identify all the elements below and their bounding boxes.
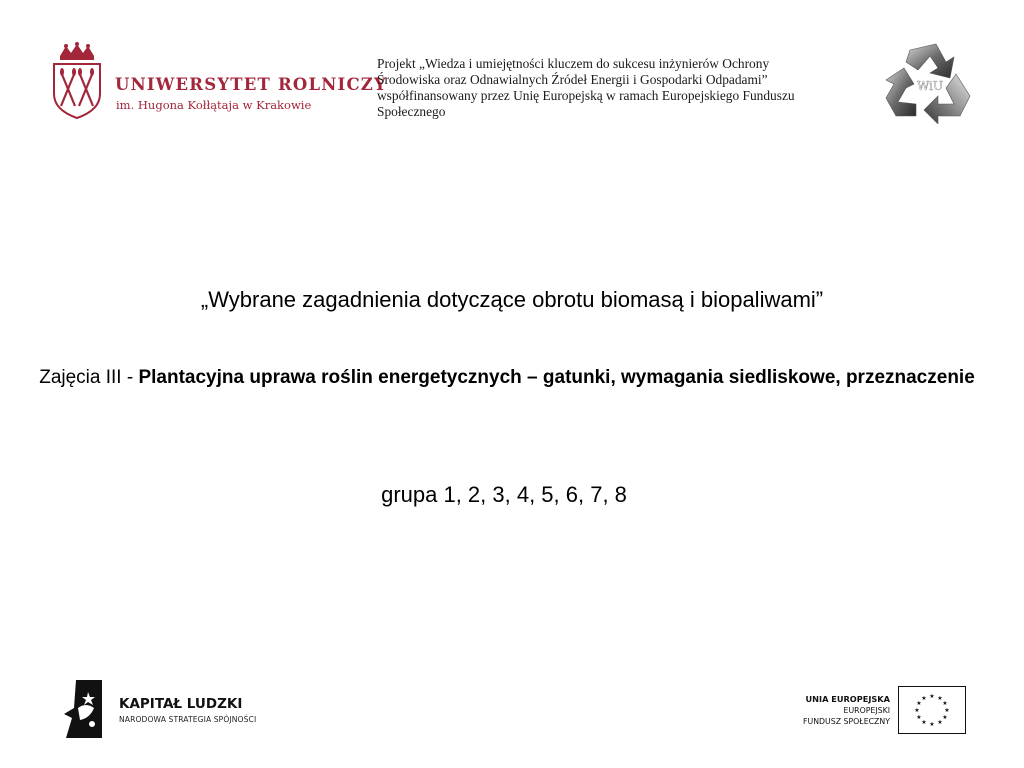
svg-text:★: ★ [944, 707, 950, 714]
eu-text [803, 693, 890, 727]
eu-line-1: UNIA EUROPEJSKA [805, 694, 890, 704]
project-line: Środowiska oraz Odnawialnych Źródeł Energii i Gospodarki Odpadami” [377, 72, 768, 87]
project-line: Projekt „Wiedza i umiejętności kluczem do sukcesu inżynierów Ochrony [377, 56, 770, 71]
eu-flag-icon [898, 686, 966, 734]
wiu-logo-text: WiU [917, 79, 944, 93]
svg-text:★: ★ [942, 714, 948, 721]
svg-text:★: ★ [929, 693, 935, 700]
svg-text:★: ★ [921, 695, 927, 702]
session-heading [10, 365, 1004, 391]
kapital-ludzki-mark-icon [62, 678, 106, 740]
svg-text:★: ★ [942, 700, 948, 707]
groups-line: grupa 1, 2, 3, 4, 5, 6, 7, 8 [381, 482, 627, 507]
eu-line-2: EUROPEJSKI [843, 706, 890, 715]
course-title: „Wybrane zagadnienia dotyczące obrotu biomasą i biopaliwami” [200, 287, 824, 312]
recycling-symbol-icon [884, 40, 972, 124]
svg-text:★: ★ [929, 721, 935, 728]
university-crest-icon [52, 42, 102, 120]
project-line: współfinansowany przez Unię Europejską w ramach Europejskiego Funduszu [377, 88, 795, 103]
svg-text:★: ★ [914, 707, 920, 714]
project-line: Społecznego [377, 104, 446, 119]
eu-line-3: FUNDUSZ SPOŁECZNY [803, 717, 890, 726]
kapital-ludzki-subtitle: NARODOWA STRATEGIA SPÓJNOŚCI [119, 715, 257, 724]
project-description [377, 56, 857, 120]
svg-text:★: ★ [916, 714, 922, 721]
svg-text:★: ★ [916, 700, 922, 707]
svg-text:★: ★ [921, 719, 927, 726]
kapital-ludzki-name: KAPITAŁ LUDZKI [119, 696, 243, 712]
session-topic: Plantacyjna uprawa roślin energetycznych – gatunki, wymagania siedliskowe, przeznaczenie [138, 367, 975, 388]
kapital-ludzki-logo [62, 678, 272, 742]
eu-logo [780, 686, 970, 736]
svg-text:★: ★ [937, 719, 943, 726]
session-prefix: Zajęcia III - [39, 367, 139, 388]
university-logo [52, 42, 388, 122]
university-subtitle: im. Hugona Kołłątaja w Krakowie [116, 98, 312, 112]
svg-text:★: ★ [937, 695, 943, 702]
university-name: UNIWERSYTET ROLNICZY [115, 75, 388, 94]
